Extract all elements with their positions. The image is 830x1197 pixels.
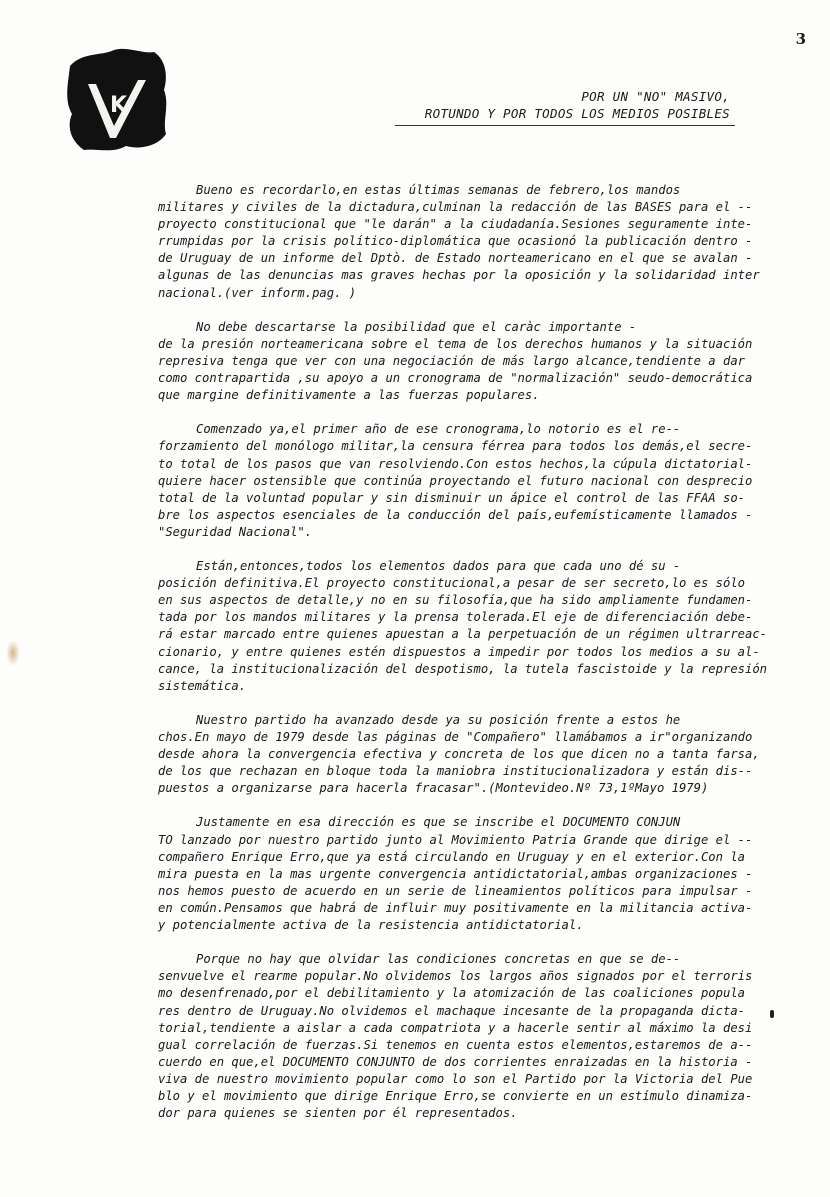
text-line: de la presión norteamericana sobre el tema de los derechos humanos y la situación [158, 336, 753, 351]
text-line: Comenzado ya,el primer año de ese cronograma,lo notorio es el re-- [196, 422, 681, 437]
text-line: de los que rechazan en bloque toda la maniobra institucionalizadora y están dis-- [158, 764, 753, 779]
header-divider [395, 125, 735, 126]
text-line: gual correlación de fuerzas.Si tenemos en cuenta estos elementos,estaremos de a-- [158, 1037, 753, 1052]
text-line: senvuelve el rearme popular.No olvidemos los largos años signados por el terroris [158, 969, 753, 984]
text-line: posición definitiva.El proyecto constitucional,a pesar de ser secreto,lo es sólo [158, 576, 745, 591]
vk-logo-icon [62, 46, 172, 156]
text-line: mo desenfrenado,por el debilitamiento y la atomización de las coaliciones popula [158, 986, 745, 1001]
header-title [425, 88, 730, 122]
text-line: No debe descartarse la posibilidad que el caràc importante - [196, 319, 637, 334]
text-line: viva de nuestro movimiento popular como lo son el Partido por la Victoria del Pue [158, 1071, 753, 1086]
text-line: TO lanzado por nuestro partido junto al Movimiento Patria Grande que dirige el -- [158, 832, 753, 847]
paragraph [158, 712, 790, 797]
text-line: mira puesta en la mas urgente convergencia antidictatorial,ambas organizaciones - [158, 866, 753, 881]
text-line: desde ahora la convergencia efectiva y concreta de los que dicen no a tanta farsa, [158, 747, 760, 762]
text-line: rrumpidas por la crisis político-diplomática que ocasionó la publicación dentro - [158, 234, 753, 249]
text-line: nacional.(ver inform.pag. ) [158, 285, 357, 300]
text-line: en sus aspectos de detalle,y no en su filosofía,que ha sido ampliamente fundamen- [158, 593, 753, 608]
text-line: tada por los mandos militares y la prensa tolerada.El eje de diferenciación debe- [158, 610, 753, 625]
text-line: bre los aspectos esenciales de la conducción del país,eufemísticamente llamados - [158, 507, 753, 522]
text-line: rá estar marcado entre quienes apuestan a la perpetuación de un régimen ultrarreac- [158, 627, 768, 642]
paragraph [158, 951, 790, 1122]
text-line: Porque no hay que olvidar las condiciones concretas en que se de-- [196, 952, 681, 967]
header-line-1: POR UN "NO" MASIVO, [581, 89, 730, 104]
text-line: compañero Enrique Erro,que ya está circulando en Uruguay y en el exterior.Con la [158, 849, 745, 864]
header-line-2: ROTUNDO Y POR TODOS LOS MEDIOS POSIBLES [424, 106, 730, 121]
text-line: cuerdo en que,el DOCUMENTO CONJUNTO de dos corrientes enraizadas en la historia - [158, 1054, 753, 1069]
text-line: represiva tenga que ver con una negociación de más largo alcance,tendiente a dar [158, 353, 745, 368]
text-line: nos hemos puesto de acuerdo en un serie de lineamientos políticos para impulsar - [158, 883, 753, 898]
paragraph [158, 421, 790, 541]
text-line: proyecto constitucional que "le darán" a la ciudadanía.Sesiones seguramente inte- [158, 217, 753, 232]
body-text [158, 182, 790, 1139]
text-line: cionario, y entre quienes estén dispuestos a impedir por todos los medios a su al- [158, 644, 760, 659]
paragraph [158, 319, 790, 404]
text-line: blo y el movimiento que dirige Enrique Erro,se convierte en un estímulo dinamiza- [158, 1088, 753, 1103]
text-line: cance, la institucionalización del despotismo, la tutela fascistoide y la represión [158, 661, 768, 676]
paragraph [158, 558, 790, 695]
text-line: Nuestro partido ha avanzado desde ya su posición frente a estos he [196, 712, 681, 727]
logo-letter: K [110, 93, 128, 118]
text-line: quiere hacer ostensible que continúa proyectando el futuro nacional con desprecio [158, 473, 753, 488]
text-line: to total de los pasos que van resolviendo.Con estos hechos,la cúpula dictatorial- [158, 456, 753, 471]
text-line: Justamente en esa dirección es que se inscribe el DOCUMENTO CONJUN [196, 815, 681, 830]
paragraph [158, 814, 790, 934]
page-number: 3 [795, 30, 806, 48]
text-line: de Uruguay de un informe del Dptò. de Estado norteamericano en el que se avalan - [158, 251, 753, 266]
text-line: dor para quienes se sienten por él representados. [158, 1106, 518, 1121]
paper-stain [6, 640, 20, 666]
text-line: res dentro de Uruguay.No olvidemos el machaque incesante de la propaganda dicta- [158, 1003, 745, 1018]
text-line: y potencialmente activa de la resistencia antidictatorial. [158, 918, 584, 933]
text-line: Están,entonces,todos los elementos dados para que cada uno dé su - [196, 559, 681, 574]
text-line: sistemática. [158, 678, 247, 693]
text-line: militares y civiles de la dictadura,culminan la redacción de las BASES para el -- [158, 200, 753, 215]
text-line: en común.Pensamos que habrá de influir muy positivamente en la militancia activa- [158, 900, 753, 915]
text-line: como contrapartida ,su apoyo a un cronograma de "normalización" seudo-democrática [158, 371, 753, 386]
text-line: puestos a organizarse para hacerla fracasar".(Montevideo.Nº 73,1ºMayo 1979) [158, 781, 709, 796]
ink-mark [770, 1010, 774, 1018]
text-line: que margine definitivamente a las fuerzas populares. [158, 388, 540, 403]
text-line: "Seguridad Nacional". [158, 524, 313, 539]
text-line: chos.En mayo de 1979 desde las páginas de "Compañero" llamábamos a ir"organizando [158, 730, 753, 744]
paragraph [158, 182, 790, 302]
text-line: Bueno es recordarlo,en estas últimas semanas de febrero,los mandos [196, 183, 681, 197]
text-line: total de la voluntad popular y sin disminuir un ápice el control de las FFAA so- [158, 490, 745, 505]
text-line: torial,tendiente a aislar a cada compatriota y a hacerle sentir al máximo la desi [158, 1020, 753, 1035]
text-line: forzamiento del monólogo militar,la censura férrea para todos los demás,el secre- [158, 439, 753, 454]
text-line: algunas de las denuncias mas graves hechas por la oposición y la solidaridad inter [158, 268, 760, 283]
